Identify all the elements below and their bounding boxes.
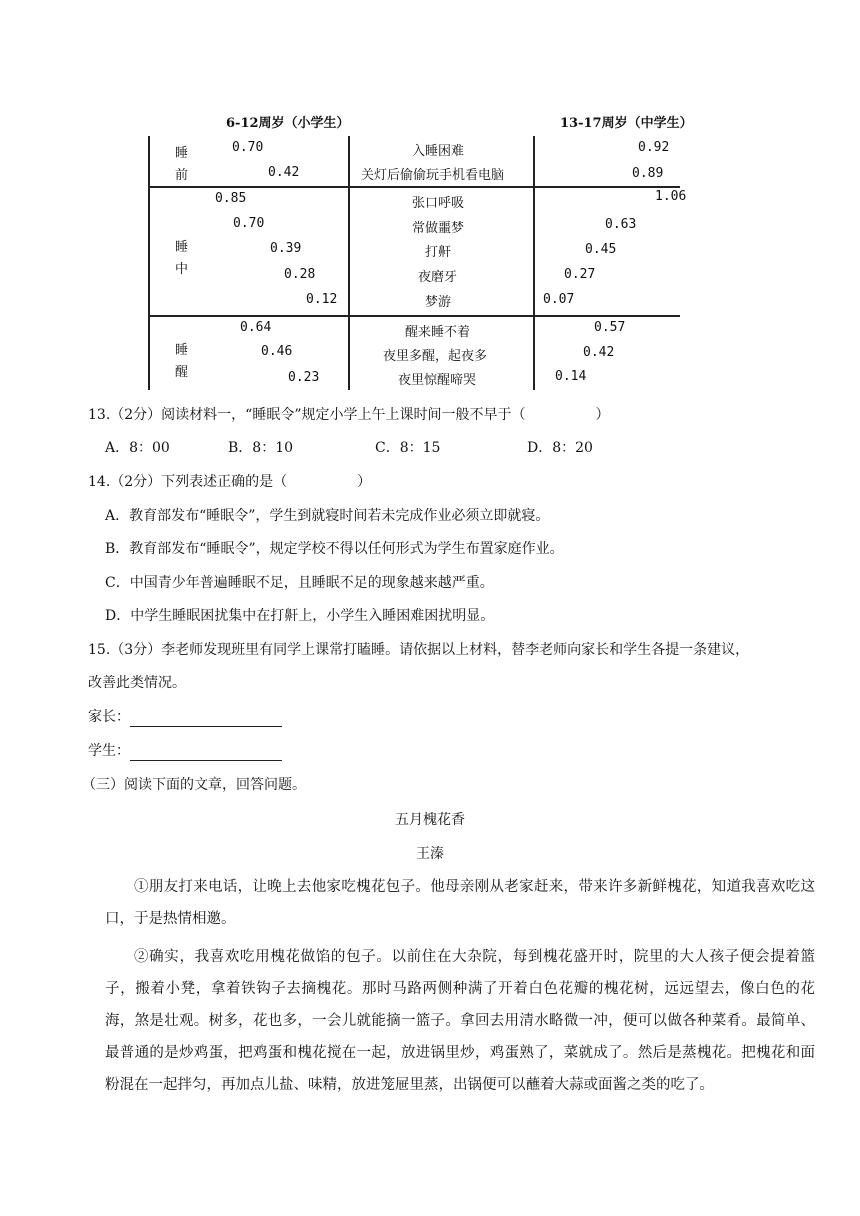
secondary-value: 0.63 (605, 217, 637, 232)
table-divider-left (348, 136, 350, 390)
table-row-label: 入睡困难 (412, 144, 465, 159)
q13-option-c: C．8：15 (375, 440, 441, 456)
q13-option-a: A．8：00 (105, 440, 170, 456)
table-row-label: 醒来睡不着 (405, 325, 471, 340)
q14-option-c: C．中国青少年普遍睡眠不足，且睡眠不足的现象越来越严重。 (105, 575, 494, 591)
article-paragraph-1: ①朋友打来电话，让晚上去他家吃槐花包子。他母亲刚从老家赶来，带来许多新鲜槐花，知道我喜欢吃这口，于是热情相邀。 (105, 879, 815, 927)
secondary-value: 0.07 (543, 292, 575, 307)
primary-value: 0.85 (215, 191, 247, 206)
table-row-label: 张口呼吸 (412, 196, 465, 211)
secondary-value: 0.42 (583, 345, 615, 360)
secondary-value: 0.89 (632, 166, 664, 181)
table-row-label: 梦游 (425, 295, 452, 310)
article-author: 王溱 (416, 846, 444, 862)
parent-answer-blank[interactable] (130, 712, 282, 727)
group-label-char: 中 (175, 262, 189, 277)
article-title: 五月槐花香 (395, 812, 465, 828)
primary-value: 0.70 (232, 140, 264, 155)
q13-option-d: D．8：20 (527, 440, 593, 456)
primary-value: 0.12 (306, 292, 338, 307)
right-column-header: 13-17周岁（中学生） (560, 116, 693, 131)
question-15-stem-line1: 15.（3分）李老师发现班里有同学上课常打瞌睡。请依据以上材料，替李老师向家长和学生各提一条建议， (88, 642, 750, 658)
student-answer-line[interactable] (88, 741, 282, 761)
primary-value: 0.46 (261, 344, 293, 359)
group-label-char: 睡 (175, 343, 189, 358)
secondary-value: 0.14 (555, 369, 587, 384)
question-15-stem-line2: 改善此类情况。 (88, 675, 186, 691)
group-label-during-sleep (175, 237, 188, 281)
q13-option-b: B．8：10 (228, 440, 294, 456)
group-label-char: 睡 (175, 240, 189, 255)
table-row-label: 关灯后偷偷玩手机看电脑 (361, 168, 505, 183)
table-row-label: 常做噩梦 (412, 221, 465, 236)
table-row-label: 夜里多醒，起夜多 (383, 349, 488, 364)
group-label-char: 睡 (175, 146, 189, 161)
question-14-stem: 14.（2分）下列表述正确的是（ ） (88, 474, 372, 490)
group-label-char: 醒 (175, 365, 189, 380)
left-column-header: 6-12周岁（小学生） (226, 116, 350, 131)
primary-value: 0.64 (240, 320, 272, 335)
parent-label: 家长： (88, 709, 130, 725)
secondary-value: 0.92 (638, 140, 670, 155)
table-row-label: 夜里惊醒啼哭 (398, 373, 477, 388)
table-divider-right (533, 136, 535, 390)
primary-value: 0.42 (268, 165, 300, 180)
primary-value: 0.39 (270, 241, 302, 256)
secondary-value: 1.06 (655, 189, 687, 204)
group-label-char: 前 (175, 168, 189, 183)
secondary-value: 0.45 (585, 242, 617, 257)
table-row-label: 夜磨牙 (418, 270, 458, 285)
parent-answer-line[interactable] (88, 707, 282, 727)
group-separator-2 (148, 315, 680, 317)
primary-value: 0.70 (233, 216, 265, 231)
group-label-before-sleep (175, 143, 188, 187)
question-13-stem: 13.（2分）阅读材料一，“睡眠令”规定小学上午上课时间一般不早于（ ） (88, 407, 610, 423)
q14-option-b: B．教育部发布“睡眠令”，规定学校不得以任何形式为学生布置家庭作业。 (105, 541, 564, 557)
group-label-on-waking (175, 340, 188, 384)
secondary-value: 0.57 (594, 320, 626, 335)
table-left-border (148, 136, 150, 390)
primary-value: 0.23 (288, 370, 320, 385)
student-label: 学生： (88, 743, 130, 759)
group-separator-1 (148, 186, 680, 188)
student-answer-blank[interactable] (130, 746, 282, 761)
article-paragraph-2: ②确实，我喜欢吃用槐花做馅的包子。以前住在大杂院，每到槐花盛开时，院里的大人孩子便会提着篮子，搬着小凳，拿着铁钩子去摘槐花。那时马路两侧种满了开着白色花瓣的槐花树，远远望去，像白色的花海，煞是壮观。树多，花也多，一会儿就能摘一篮子。拿回去用清水略微一冲，便可以做各种菜肴。最简单、最普通的是炒鸡蛋，把鸡蛋和槐花搅在一起，放进锅里炒，鸡蛋熟了，菜就成了。然后是蒸槐花。把槐花和面粉混在一起拌匀，再加点儿盐、味精，放进笼屉里蒸，出锅便可以蘸着大蒜或面酱之类的吃了。 (105, 949, 815, 1093)
q14-option-d: D．中学生睡眠困扰集中在打鼾上，小学生入睡困难困扰明显。 (105, 608, 495, 624)
primary-value: 0.28 (284, 267, 316, 282)
q14-option-a: A．教育部发布“睡眠令”，学生到就寝时间若未完成作业必须立即就寝。 (105, 508, 550, 524)
section-3-intro: （三）阅读下面的文章，回答问题。 (82, 777, 306, 793)
secondary-value: 0.27 (564, 267, 596, 282)
table-row-label: 打鼾 (425, 245, 452, 260)
